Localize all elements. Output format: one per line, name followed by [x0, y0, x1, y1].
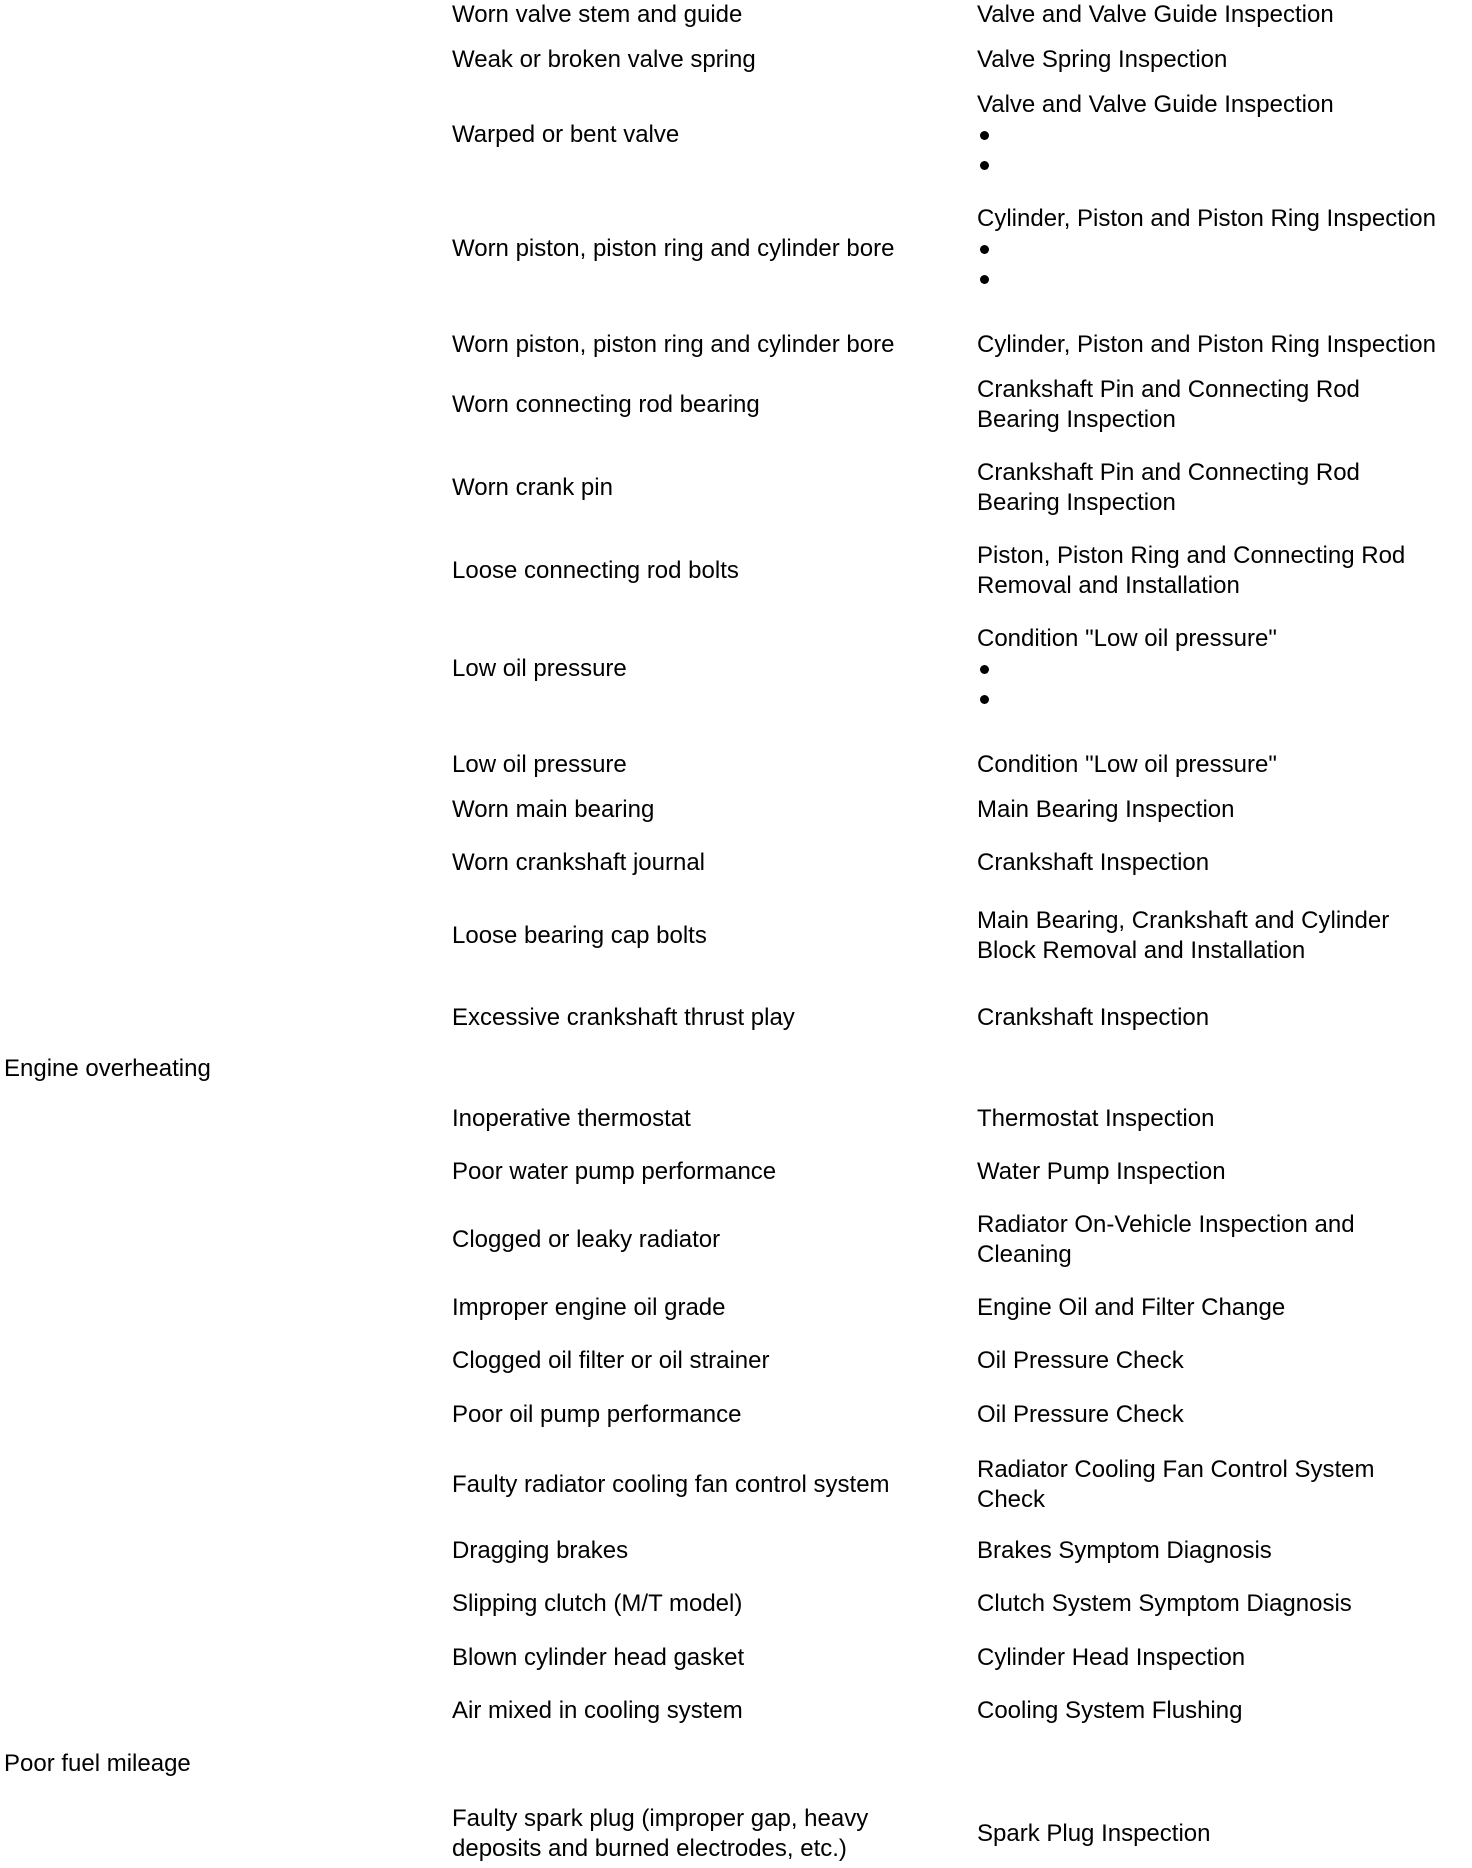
table-row	[0, 1696, 1472, 1726]
remedy-link[interactable]: Removal and Installation	[977, 572, 1240, 599]
remedy-link[interactable]: Crankshaft Pin and Connecting Rod	[977, 376, 1360, 403]
table-row	[0, 330, 1472, 360]
remedy-link[interactable]: Condition "Low oil pressure"	[977, 625, 1277, 652]
cause-text: Low oil pressure	[452, 751, 627, 778]
cause-text: Clogged or leaky radiator	[452, 1226, 721, 1253]
table-row	[0, 1104, 1472, 1134]
cause-cell	[452, 848, 932, 878]
remedy-link[interactable]: Valve Spring Inspection	[977, 46, 1228, 73]
cause-cell	[452, 795, 932, 825]
remedy-link[interactable]: Crankshaft Inspection	[977, 849, 1210, 876]
cause-text: Dragging brakes	[452, 1537, 629, 1564]
bullet-icon	[977, 120, 1467, 150]
remedy-link[interactable]: Clutch System Symptom Diagnosis	[977, 1590, 1352, 1617]
table-row	[0, 1455, 1472, 1515]
table-row	[0, 906, 1472, 966]
remedy-cell	[977, 848, 1467, 878]
cause-text: Warped or bent valve	[452, 121, 680, 148]
cause-text: Poor oil pump performance	[452, 1401, 742, 1428]
remedy-link[interactable]: Block Removal and Installation	[977, 937, 1306, 964]
table-row	[0, 1804, 1472, 1864]
table-row	[0, 204, 1472, 294]
cause-text: Blown cylinder head gasket	[452, 1644, 745, 1671]
cause-cell	[452, 1293, 932, 1323]
cause-cell	[452, 90, 932, 180]
cause-cell	[452, 541, 932, 601]
cause-cell	[452, 204, 932, 294]
remedy-link[interactable]: Oil Pressure Check	[977, 1347, 1184, 1374]
table-row	[0, 1293, 1472, 1323]
table-row	[0, 458, 1472, 518]
cause-text: Worn main bearing	[452, 796, 655, 823]
remedy-cell	[977, 1293, 1467, 1323]
remedy-cell	[977, 1157, 1467, 1187]
remedy-cell	[977, 1210, 1467, 1270]
remedy-link[interactable]: Oil Pressure Check	[977, 1401, 1184, 1428]
remedy-cell	[977, 1104, 1467, 1134]
table-row	[0, 1400, 1472, 1430]
cause-cell	[452, 1346, 932, 1376]
remedy-link[interactable]: Cylinder, Piston and Piston Ring Inspection	[977, 331, 1436, 358]
table-row	[0, 1210, 1472, 1270]
remedy-cell	[977, 624, 1467, 714]
remedy-cell	[977, 541, 1467, 601]
cause-cell	[452, 330, 932, 360]
cause-cell	[452, 1643, 932, 1673]
cause-text: Slipping clutch (M/T model)	[452, 1590, 743, 1617]
remedy-cell	[977, 1643, 1467, 1673]
cause-cell	[452, 1696, 932, 1726]
cause-cell	[452, 45, 932, 75]
cause-cell	[452, 1536, 932, 1566]
cause-cell	[452, 1157, 932, 1187]
symptom-row	[0, 1749, 1472, 1779]
cause-cell	[452, 624, 932, 714]
symptom-row	[0, 1054, 1472, 1084]
cause-text: Poor water pump performance	[452, 1158, 777, 1185]
remedy-cell	[977, 375, 1467, 435]
cause-cell	[452, 1003, 932, 1033]
remedy-link[interactable]: Main Bearing Inspection	[977, 796, 1235, 823]
remedy-cell	[977, 1400, 1467, 1430]
remedy-link[interactable]: Engine Oil and Filter Change	[977, 1294, 1286, 1321]
remedy-cell	[977, 1536, 1467, 1566]
remedy-link[interactable]: Bearing Inspection	[977, 489, 1176, 516]
cause-text: Weak or broken valve spring	[452, 46, 756, 73]
cause-text: Worn connecting rod bearing	[452, 391, 760, 418]
remedy-link[interactable]: Cleaning	[977, 1241, 1072, 1268]
bullet-icon	[977, 150, 1467, 180]
remedy-cell	[977, 90, 1467, 180]
cause-cell	[452, 458, 932, 518]
remedy-link[interactable]: Cooling System Flushing	[977, 1697, 1243, 1724]
remedy-link[interactable]: Check	[977, 1486, 1046, 1513]
cause-text: Improper engine oil grade	[452, 1294, 726, 1321]
table-row	[0, 795, 1472, 825]
table-row	[0, 624, 1472, 714]
remedy-cell	[977, 906, 1467, 966]
cause-cell	[452, 375, 932, 435]
remedy-link[interactable]: Spark Plug Inspection	[977, 1820, 1211, 1847]
cause-cell	[452, 906, 932, 966]
remedy-cell	[977, 45, 1467, 75]
table-row	[0, 0, 1472, 30]
table-row	[0, 45, 1472, 75]
remedy-link[interactable]: Piston, Piston Ring and Connecting Rod	[977, 542, 1406, 569]
table-row	[0, 90, 1472, 180]
remedy-link[interactable]: Radiator On-Vehicle Inspection and	[977, 1211, 1355, 1238]
cause-text: Excessive crankshaft thrust play	[452, 1004, 795, 1031]
cause-text: Loose connecting rod bolts	[452, 557, 739, 584]
remedy-link[interactable]: Condition "Low oil pressure"	[977, 751, 1277, 778]
remedy-link[interactable]: Cylinder, Piston and Piston Ring Inspection	[977, 205, 1436, 232]
table-row	[0, 1536, 1472, 1566]
remedy-link[interactable]: Thermostat Inspection	[977, 1105, 1215, 1132]
remedy-link[interactable]: Water Pump Inspection	[977, 1158, 1226, 1185]
remedy-cell	[977, 1455, 1467, 1515]
cause-text: Worn piston, piston ring and cylinder bore	[452, 235, 895, 262]
cause-text: Worn crankshaft journal	[452, 849, 706, 876]
bullet-icon	[977, 684, 1467, 714]
remedy-link[interactable]: Crankshaft Inspection	[977, 1004, 1210, 1031]
cause-cell	[452, 750, 932, 780]
table-row	[0, 1589, 1472, 1619]
cause-text: Air mixed in cooling system	[452, 1697, 743, 1724]
cause-text: Loose bearing cap bolts	[452, 922, 707, 949]
cause-cell	[452, 1589, 932, 1619]
remedy-cell	[977, 204, 1467, 294]
table-row	[0, 1003, 1472, 1033]
cause-cell	[452, 0, 932, 30]
table-row	[0, 1346, 1472, 1376]
remedy-link[interactable]: Valve and Valve Guide Inspection	[977, 91, 1334, 118]
symptom-label: Engine overheating	[4, 1055, 211, 1082]
cause-cell	[452, 1210, 932, 1270]
cause-text: Inoperative thermostat	[452, 1105, 691, 1132]
remedy-link[interactable]: Main Bearing, Crankshaft and Cylinder	[977, 907, 1390, 934]
remedy-link[interactable]: Crankshaft Pin and Connecting Rod	[977, 459, 1360, 486]
table-row	[0, 1643, 1472, 1673]
remedy-link[interactable]: Brakes Symptom Diagnosis	[977, 1537, 1272, 1564]
remedy-link[interactable]: Radiator Cooling Fan Control System	[977, 1456, 1375, 1483]
table-row	[0, 848, 1472, 878]
table-row	[0, 375, 1472, 435]
remedy-link[interactable]: Bearing Inspection	[977, 406, 1176, 433]
remedy-cell	[977, 1589, 1467, 1619]
remedy-cell	[977, 1003, 1467, 1033]
cause-text: Low oil pressure	[452, 655, 627, 682]
remedy-cell	[977, 458, 1467, 518]
cause-cell	[452, 1104, 932, 1134]
cause-text: Faulty spark plug (improper gap, heavy deposits and burned electrodes, etc.)	[452, 1805, 869, 1862]
symptom-label: Poor fuel mileage	[4, 1750, 191, 1777]
remedy-cell	[977, 330, 1467, 360]
cause-text: Clogged oil filter or oil strainer	[452, 1347, 770, 1374]
remedy-link[interactable]: Valve and Valve Guide Inspection	[977, 1, 1334, 28]
remedy-link[interactable]: Cylinder Head Inspection	[977, 1644, 1246, 1671]
table-row	[0, 750, 1472, 780]
remedy-cell	[977, 1804, 1467, 1864]
bullet-icon	[977, 654, 1467, 684]
cause-cell	[452, 1400, 932, 1430]
bullet-icon	[977, 264, 1467, 294]
remedy-cell	[977, 1346, 1467, 1376]
cause-cell	[452, 1455, 932, 1515]
remedy-cell	[977, 1696, 1467, 1726]
remedy-cell	[977, 0, 1467, 30]
cause-text: Worn piston, piston ring and cylinder bore	[452, 331, 895, 358]
remedy-cell	[977, 750, 1467, 780]
cause-text: Worn crank pin	[452, 474, 613, 501]
cause-text: Worn valve stem and guide	[452, 1, 743, 28]
cause-text: Faulty radiator cooling fan control system	[452, 1471, 890, 1498]
bullet-icon	[977, 234, 1467, 264]
table-row	[0, 541, 1472, 601]
remedy-cell	[977, 795, 1467, 825]
table-row	[0, 1157, 1472, 1187]
cause-cell	[452, 1804, 932, 1864]
